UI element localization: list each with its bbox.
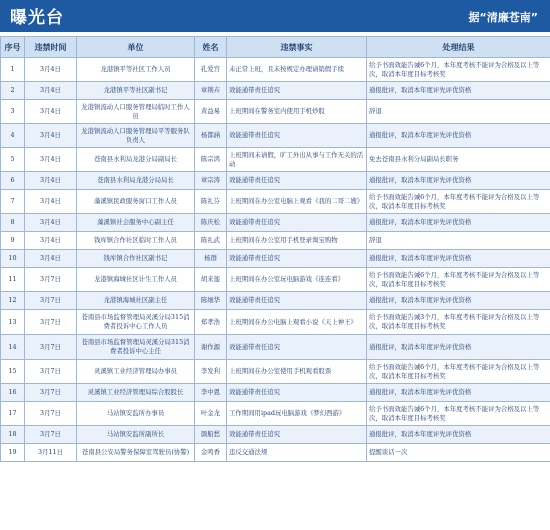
cell-no: 9 — [1, 232, 25, 250]
cell-result: 通报批评，取消本年度评先评优资格 — [367, 335, 550, 360]
cell-date: 3月4日 — [25, 58, 77, 82]
table-row — [1, 82, 550, 100]
table-row — [1, 310, 550, 335]
table-row — [1, 232, 550, 250]
table-row — [1, 268, 550, 292]
cell-date: 3月11日 — [25, 444, 77, 462]
cell-unit: 苍南县市场监督管理局灵溪分局315消费者投诉中心工作人员 — [77, 310, 195, 335]
cell-name: 李发利 — [195, 360, 227, 384]
cell-no: 15 — [1, 360, 25, 384]
cell-no: 6 — [1, 172, 25, 190]
source-credit: 据“清廉苍南” — [468, 11, 538, 24]
cell-unit: 龙港镇流动人口服务管理局平等服务队负责人 — [77, 124, 195, 148]
cell-no: 7 — [1, 190, 25, 214]
cell-name: 颜船愁 — [195, 426, 227, 444]
cell-result: 给予书面效能告诫6个月，本年度考核不能评为合格及以上等次，取消本年度目标考核奖 — [367, 360, 550, 384]
table-row — [1, 124, 550, 148]
cell-unit: 钱库镇合作社区副书记 — [77, 250, 195, 268]
cell-fact: 违反交通法规 — [227, 444, 367, 462]
cell-name: 胡来莲 — [195, 268, 227, 292]
table-row — [1, 384, 550, 402]
cell-fact: 效能通带责任追究 — [227, 172, 367, 190]
cell-no: 17 — [1, 402, 25, 426]
cell-name: 杨群 — [195, 250, 227, 268]
cell-no: 12 — [1, 292, 25, 310]
cell-unit: 龙港镇平等社区工作人员 — [77, 58, 195, 82]
cell-no: 13 — [1, 310, 25, 335]
cell-date: 3月4日 — [25, 232, 77, 250]
cell-fact: 上班期间在警务室内使用手机炒股 — [227, 100, 367, 124]
page-title: 曝光台 — [10, 8, 64, 28]
cell-date: 3月7日 — [25, 268, 77, 292]
cell-name: 章荆卉 — [195, 82, 227, 100]
cell-unit: 藻溪镇社会服务中心副主任 — [77, 214, 195, 232]
cell-date: 3月7日 — [25, 310, 77, 335]
cell-fact: 效能通带责任追究 — [227, 426, 367, 444]
cell-result: 通报批评，取消本年度评先评优资格 — [367, 250, 550, 268]
cell-date: 3月4日 — [25, 124, 77, 148]
table-row — [1, 402, 550, 426]
cell-result: 给予书面效能告诫6个月，本年度考核不能评为合格及以上等次，取消本年度目标考核奖 — [367, 402, 550, 426]
cell-date: 3月7日 — [25, 360, 77, 384]
col-header-date: 违禁时间 — [25, 37, 77, 58]
cell-fact: 效能通带责任追究 — [227, 82, 367, 100]
violations-table — [0, 36, 550, 462]
cell-name: 谢作源 — [195, 335, 227, 360]
cell-no: 5 — [1, 148, 25, 172]
cell-result: 通报批评，取消本年度评先评优资格 — [367, 124, 550, 148]
cell-unit: 苍南县水利局龙港分局局长 — [77, 172, 195, 190]
cell-result: 免去苍南县水利分局副局长职务 — [367, 148, 550, 172]
table-header-row — [1, 37, 550, 58]
cell-unit: 马站镇安监所办事员 — [77, 402, 195, 426]
cell-fact: 上班期间在办公室电脑上观看《我的二哥二嫂》 — [227, 190, 367, 214]
cell-name: 陈细华 — [195, 292, 227, 310]
cell-result: 提醒谈话一次 — [367, 444, 550, 462]
table-row — [1, 444, 550, 462]
cell-no: 16 — [1, 384, 25, 402]
cell-name: 章宗涛 — [195, 172, 227, 190]
cell-name: 陈礼武 — [195, 232, 227, 250]
cell-unit: 苍南县水利局龙港分局副局长 — [77, 148, 195, 172]
cell-name: 金鸣香 — [195, 444, 227, 462]
cell-fact: 效能通带责任追究 — [227, 335, 367, 360]
cell-no: 18 — [1, 426, 25, 444]
cell-unit: 龙港镇流动人口服务管理局临时工作人员 — [77, 100, 195, 124]
cell-no: 1 — [1, 58, 25, 82]
cell-date: 3月4日 — [25, 214, 77, 232]
cell-date: 3月7日 — [25, 384, 77, 402]
cell-name: 陈礼芬 — [195, 190, 227, 214]
cell-unit: 马站镇安监所副所长 — [77, 426, 195, 444]
cell-fact: 效能通带责任追究 — [227, 292, 367, 310]
col-header-result: 处理结果 — [367, 37, 550, 58]
cell-unit: 苍南县市场监督管理局灵溪分局315消费者投诉中心主任 — [77, 335, 195, 360]
cell-name: 陈宗鸿 — [195, 148, 227, 172]
cell-no: 14 — [1, 335, 25, 360]
cell-date: 3月7日 — [25, 335, 77, 360]
cell-result: 通报批评，取消本年度评先评优资格 — [367, 82, 550, 100]
cell-no: 4 — [1, 124, 25, 148]
header-bar — [0, 0, 550, 32]
col-header-unit: 单位 — [77, 37, 195, 58]
cell-fact: 上班期间未请假，旷工外出从事与工作无关的活动 — [227, 148, 367, 172]
cell-date: 3月7日 — [25, 426, 77, 444]
cell-name: 杨都涵 — [195, 124, 227, 148]
cell-fact: 上班期间在办公室使用手机观看股票 — [227, 360, 367, 384]
cell-fact: 工作期间用ipad玩电脑游戏《梦幻西游》 — [227, 402, 367, 426]
cell-unit: 龙港镇海城社区计生工作人员 — [77, 268, 195, 292]
cell-result: 通报批评，取消本年度评先评优资格 — [367, 426, 550, 444]
cell-fact: 上班期间在办公电脑上观看小说《天上神王》 — [227, 310, 367, 335]
cell-date: 3月7日 — [25, 292, 77, 310]
cell-unit: 灵溪镇工业经济管理局办事员 — [77, 360, 195, 384]
table-row — [1, 292, 550, 310]
table-row — [1, 360, 550, 384]
cell-no: 3 — [1, 100, 25, 124]
cell-fact: 效能通带责任追究 — [227, 214, 367, 232]
cell-unit: 钱库镇合作社区临时工作人员 — [77, 232, 195, 250]
cell-no: 10 — [1, 250, 25, 268]
cell-unit: 龙港镇海城社区副主任 — [77, 292, 195, 310]
cell-date: 3月4日 — [25, 82, 77, 100]
cell-name: 陈庆松 — [195, 214, 227, 232]
cell-date: 3月4日 — [25, 148, 77, 172]
cell-fact: 效能通带责任追究 — [227, 384, 367, 402]
cell-date: 3月4日 — [25, 250, 77, 268]
cell-name: 叶金龙 — [195, 402, 227, 426]
cell-name: 郑孝浩 — [195, 310, 227, 335]
cell-date: 3月4日 — [25, 190, 77, 214]
cell-date: 3月7日 — [25, 402, 77, 426]
cell-unit: 苍南县公安局警务保障室驾驶员(协警) — [77, 444, 195, 462]
col-header-fact: 违禁事实 — [227, 37, 367, 58]
cell-result: 给予书面效能告诫6个月，本年度考核不能评为合格及以上等次，取消本年度目标考核奖 — [367, 58, 550, 82]
col-header-name: 姓名 — [195, 37, 227, 58]
cell-name: 孔爱宫 — [195, 58, 227, 82]
cell-no: 19 — [1, 444, 25, 462]
table-row — [1, 148, 550, 172]
cell-unit: 藻溪镇民政服务窗口工作人员 — [77, 190, 195, 214]
cell-name: 黄益易 — [195, 100, 227, 124]
cell-no: 11 — [1, 268, 25, 292]
table-row — [1, 426, 550, 444]
cell-fact: 效能通带责任追究 — [227, 124, 367, 148]
cell-unit: 灵溪镇工业经济管理局综合股股长 — [77, 384, 195, 402]
table-row — [1, 100, 550, 124]
cell-fact: 效能通带责任追究 — [227, 250, 367, 268]
cell-result: 给予书面效能告诫6个月，本年度考核不能评为合格及以上等次，取消本年度目标考核奖 — [367, 190, 550, 214]
table-row — [1, 172, 550, 190]
cell-fact: 上班期间在办公室用手机登录淘宝购物 — [227, 232, 367, 250]
cell-result: 通报批评，取消本年度评先评优资格 — [367, 172, 550, 190]
cell-date: 3月4日 — [25, 172, 77, 190]
cell-result: 给予书面效能告诫6个月，本年度考核不能评为合格及以上等次，取消本年度目标考核奖 — [367, 268, 550, 292]
table-row — [1, 335, 550, 360]
cell-date: 3月4日 — [25, 100, 77, 124]
table-row — [1, 58, 550, 82]
cell-result: 通报批评，取消本年度评先评优资格 — [367, 214, 550, 232]
cell-result: 通报批评，取消本年度评先评优资格 — [367, 384, 550, 402]
cell-result: 辞退 — [367, 232, 550, 250]
col-header-no: 序号 — [1, 37, 25, 58]
table-row — [1, 250, 550, 268]
cell-result: 通报批评，取消本年度评先评优资格 — [367, 292, 550, 310]
table-body — [1, 58, 550, 462]
cell-fact: 上班期间在办公室玩电脑游戏《连连看》 — [227, 268, 367, 292]
cell-unit: 龙港镇平等社区副书记 — [77, 82, 195, 100]
cell-result: 辞退 — [367, 100, 550, 124]
cell-fact: 未正常上班，且未按规定办理请销假手续 — [227, 58, 367, 82]
table-row — [1, 190, 550, 214]
cell-name: 李中恩 — [195, 384, 227, 402]
cell-result: 给予书面效能告诫3个月，本年度考核不能评为合格及以上等次，取消本年度目标考核奖 — [367, 310, 550, 335]
cell-no: 2 — [1, 82, 25, 100]
cell-no: 8 — [1, 214, 25, 232]
table-row — [1, 214, 550, 232]
